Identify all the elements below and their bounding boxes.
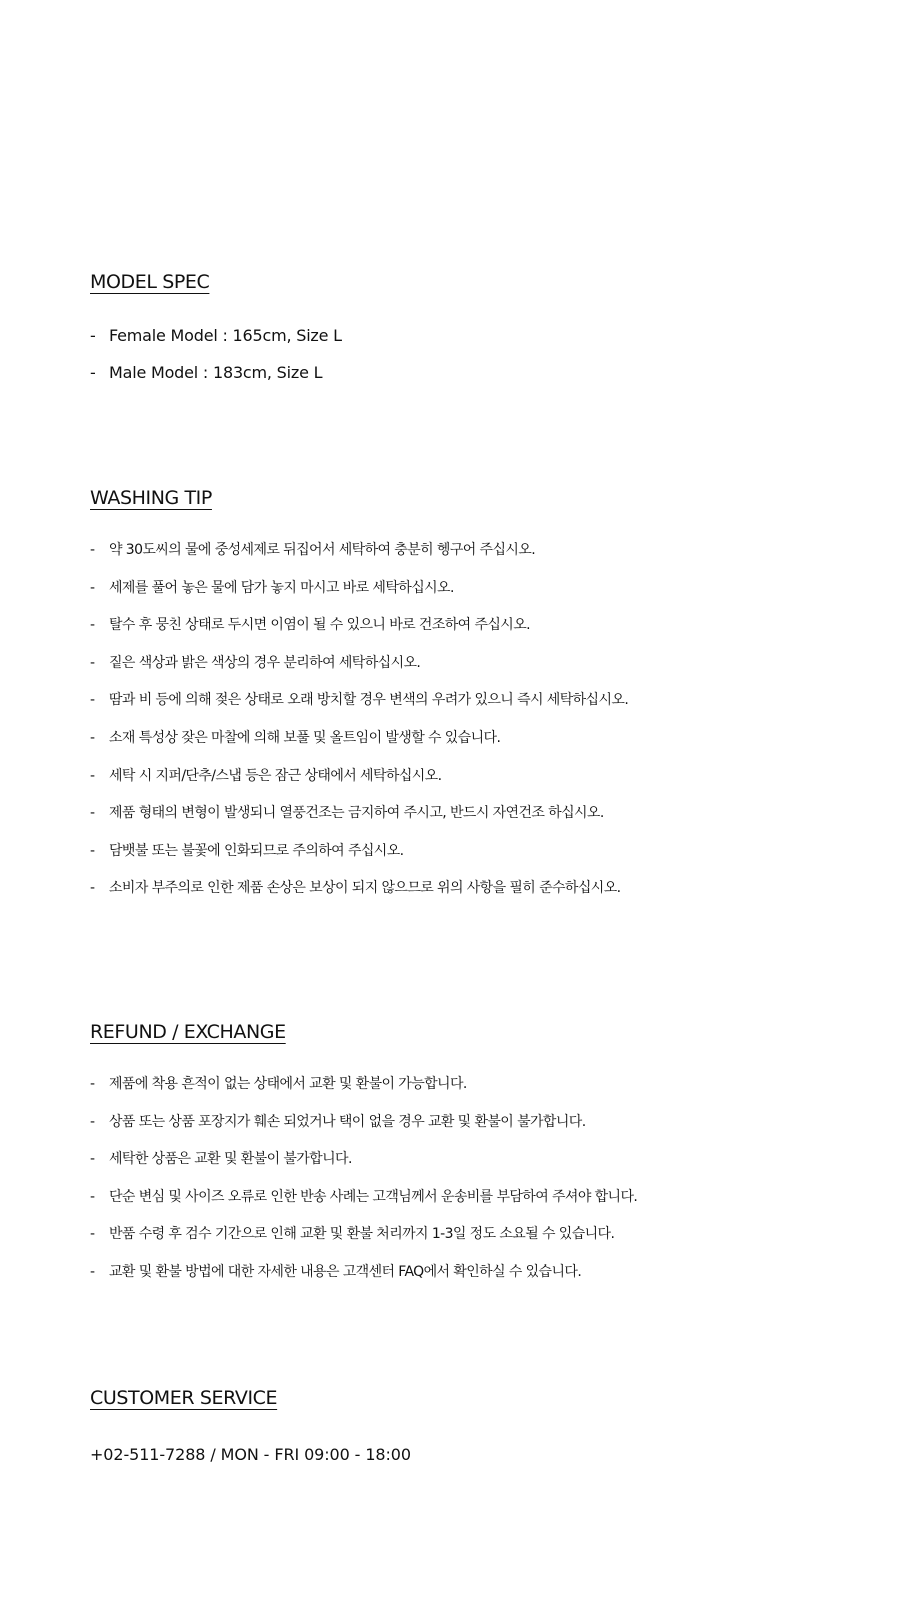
- list-item-text: 세탁한 상품은 교환 및 환불이 불가합니다.: [109, 1151, 352, 1168]
- list-item: [90, 1074, 870, 1094]
- list-item-text: 단순 변심 및 사이즈 오류로 인한 반송 사례는 고객님께서 운송비를 부담하여 주셔야 합니다.: [109, 1188, 638, 1205]
- customer-service-heading: CUSTOMER SERVICE: [90, 1387, 278, 1409]
- dash-bullet: -: [90, 880, 95, 897]
- list-item: [90, 653, 870, 673]
- list-item: [90, 766, 870, 786]
- list-item: [90, 690, 870, 710]
- list-item: [90, 361, 870, 385]
- refund-exchange-heading: REFUND / EXCHANGE: [90, 1021, 286, 1043]
- list-item-text: 소재 특성상 잦은 마찰에 의해 보풀 및 올트임이 발생할 수 있습니다.: [109, 729, 501, 746]
- list-item-text: 약 30도씨의 물에 중성세제로 뒤집어서 세탁하여 충분히 헹구어 주십시오.: [109, 542, 536, 558]
- list-item: [90, 540, 870, 560]
- dash-bullet: -: [90, 842, 95, 859]
- dash-bullet: -: [90, 805, 95, 822]
- list-item-text: 세탁 시 지퍼/단추/스냅 등은 잠근 상태에서 세탁하십시오.: [109, 767, 442, 784]
- list-item-text: Male Model : 183cm, Size L: [109, 363, 323, 382]
- dash-bullet: -: [90, 1226, 95, 1243]
- dash-bullet: -: [90, 1151, 95, 1168]
- list-item: [90, 841, 870, 861]
- dash-bullet: -: [90, 579, 95, 596]
- dash-bullet: -: [90, 767, 95, 784]
- dash-bullet: -: [90, 692, 95, 709]
- list-item-text: 세제를 풀어 놓은 물에 담가 놓지 마시고 바로 세탁하십시오.: [109, 579, 454, 596]
- list-item: [90, 1112, 870, 1132]
- list-item-text: 소비자 부주의로 인한 제품 손상은 보상이 되지 않으므로 위의 사항을 필히 준수하십시오.: [109, 880, 621, 897]
- customer-service-contact: +02-511-7288 / MON - FRI 09:00 - 18:00: [90, 1445, 411, 1464]
- list-item: [90, 1262, 870, 1282]
- list-item: [90, 578, 870, 598]
- list-item: [90, 1187, 870, 1207]
- list-item-text: 짙은 색상과 밝은 색상의 경우 분리하여 세탁하십시오.: [109, 654, 421, 671]
- model-spec-section: [90, 270, 870, 398]
- washing-tip-list: [90, 540, 870, 898]
- list-item-text: 제품에 착용 흔적이 없는 상태에서 교환 및 환불이 가능합니다.: [109, 1076, 467, 1092]
- dash-bullet: -: [90, 542, 95, 558]
- washing-tip-section: [90, 486, 870, 916]
- list-item: [90, 1224, 870, 1244]
- list-item: [90, 728, 870, 748]
- dash-bullet: -: [90, 1188, 95, 1205]
- dash-bullet: -: [90, 654, 95, 671]
- list-item-text: 제품 형태의 변형이 발생되니 열풍건조는 금지하여 주시고, 반드시 자연건조 하십시오.: [109, 805, 604, 822]
- dash-bullet: -: [90, 617, 95, 634]
- list-item: [90, 803, 870, 823]
- list-item: [90, 324, 870, 348]
- list-item-text: Female Model : 165cm, Size L: [109, 326, 342, 345]
- washing-tip-heading: WASHING TIP: [90, 487, 212, 509]
- list-item-text: 반품 수령 후 검수 기간으로 인해 교환 및 환불 처리까지 1-3일 정도 소요될 수 있습니다.: [109, 1226, 615, 1243]
- list-item: [90, 878, 870, 898]
- dash-bullet: -: [90, 1113, 95, 1130]
- model-spec-heading: MODEL SPEC: [90, 271, 210, 293]
- customer-service-section: [90, 1386, 870, 1467]
- dash-bullet: -: [90, 1076, 95, 1092]
- list-item: [90, 1149, 870, 1169]
- dash-bullet: -: [90, 729, 95, 746]
- list-item-text: 담뱃불 또는 불꽃에 인화되므로 주의하여 주십시오.: [109, 842, 404, 859]
- dash-bullet: -: [90, 363, 96, 382]
- list-item-text: 탈수 후 뭉친 상태로 두시면 이염이 될 수 있으니 바로 건조하여 주십시오.: [109, 617, 530, 634]
- refund-exchange-list: [90, 1074, 870, 1282]
- dash-bullet: -: [90, 326, 96, 345]
- list-item: [90, 615, 870, 635]
- list-item-text: 상품 또는 상품 포장지가 훼손 되었거나 택이 없을 경우 교환 및 환불이 불가합니다.: [109, 1113, 586, 1130]
- refund-exchange-section: [90, 1020, 870, 1300]
- model-spec-list: [90, 324, 870, 385]
- list-item-text: 땀과 비 등에 의해 젖은 상태로 오래 방치할 경우 변색의 우려가 있으니 즉시 세탁하십시오.: [109, 692, 629, 709]
- list-item-text: 교환 및 환불 방법에 대한 자세한 내용은 고객센터 FAQ에서 확인하실 수 있습니다.: [109, 1263, 582, 1280]
- dash-bullet: -: [90, 1263, 95, 1280]
